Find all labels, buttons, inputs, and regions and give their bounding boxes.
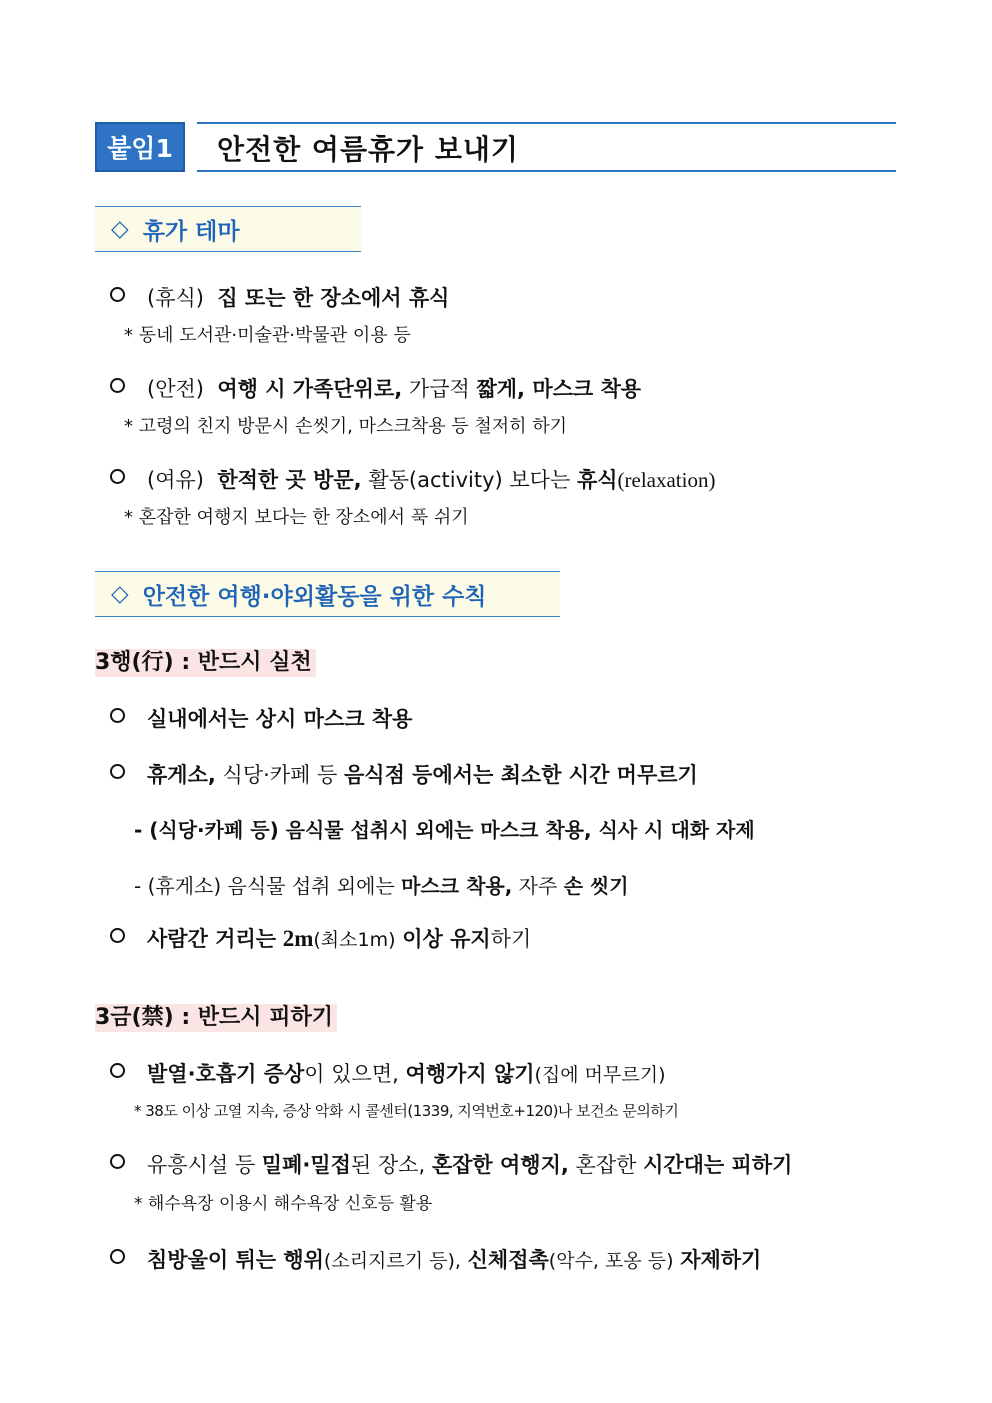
item-text: 여행 시 가족단위로, bbox=[217, 377, 403, 401]
item-tag: (안전) bbox=[147, 377, 204, 401]
circle-bullet-icon bbox=[110, 1063, 125, 1078]
item-text: 하기 bbox=[490, 927, 532, 951]
item-text: 혼잡한 bbox=[575, 1153, 637, 1177]
list-item bbox=[110, 1249, 761, 1271]
item-text: 유흥시설 등 bbox=[147, 1153, 256, 1177]
item-text: 한적한 곳 방문, bbox=[217, 468, 362, 492]
sub-item bbox=[134, 876, 629, 896]
list-item bbox=[110, 764, 698, 786]
section-heading-safety-rules bbox=[95, 571, 560, 617]
rule-header-must-do: 3행(行) : 반드시 실천 bbox=[95, 649, 316, 677]
item-text: 식당·카페 등 bbox=[222, 763, 338, 787]
sub-item: - (식당·카페 등) 음식물 섭취시 외에는 마스크 착용, 식사 시 대화 자제 bbox=[134, 818, 755, 842]
section-heading-vacation-theme bbox=[95, 206, 361, 252]
section-title: 안전한 여행·야외활동을 위한 수칙 bbox=[142, 583, 487, 610]
item-text: - (휴게소) 음식물 섭취 외에는 bbox=[134, 874, 395, 898]
item-note: * 해수욕장 이용시 해수욕장 신호등 활용 bbox=[134, 1194, 433, 1214]
item-text: 이 있으면, bbox=[304, 1062, 399, 1086]
item-text: (소리지르기 등), bbox=[323, 1250, 461, 1272]
item-text: 사람간 거리는 bbox=[147, 927, 277, 951]
item-note: * 고령의 친지 방문시 손씻기, 마스크착용 등 철저히 하기 bbox=[124, 416, 568, 437]
item-text: (집에 머무르기) bbox=[534, 1064, 666, 1086]
item-text: 실내에서는 상시 마스크 착용 bbox=[147, 707, 413, 731]
circle-bullet-icon bbox=[110, 708, 125, 723]
item-text: 혼잡한 여행지, bbox=[431, 1153, 569, 1177]
item-text: 활동(activity) 보다는 bbox=[368, 468, 571, 492]
page-title: 안전한 여름휴가 보내기 bbox=[217, 133, 519, 166]
list-item bbox=[110, 927, 531, 950]
section-title: 휴가 테마 bbox=[142, 218, 240, 245]
item-text: 밀폐·밀접 bbox=[261, 1153, 351, 1177]
item-text: 이상 유지 bbox=[402, 927, 491, 951]
item-text: 침방울이 튀는 행위 bbox=[147, 1248, 324, 1272]
item-note: * 혼잡한 여행지 보다는 한 장소에서 푹 쉬기 bbox=[124, 507, 469, 528]
item-text: 집 또는 한 장소에서 휴식 bbox=[217, 286, 450, 310]
list-item bbox=[110, 708, 412, 730]
item-text: 2m bbox=[282, 926, 314, 951]
circle-bullet-icon bbox=[110, 764, 125, 779]
item-text: 신체접촉 bbox=[467, 1248, 549, 1272]
item-note: * 38도 이상 고열 지속, 증상 악화 시 콜센터(1339, 지역번호+120)나 보건소 문의하기 bbox=[134, 1102, 679, 1120]
list-item bbox=[110, 287, 449, 309]
list-item bbox=[110, 378, 641, 400]
rule-header-must-avoid: 3금(禁) : 반드시 피하기 bbox=[95, 1004, 337, 1032]
item-note: * 동네 도서관·미술관·박물관 이용 등 bbox=[124, 325, 411, 346]
circle-bullet-icon bbox=[110, 378, 125, 393]
item-text: 여행가지 않기 bbox=[405, 1062, 535, 1086]
item-text: 마스크 착용, bbox=[401, 874, 513, 898]
item-text: 발열·호흡기 증상 bbox=[147, 1062, 305, 1086]
item-text: 음식점 등에서는 최소한 시간 머무르기 bbox=[344, 763, 698, 787]
item-text: (relaxation) bbox=[617, 468, 716, 492]
diamond-icon: ◇ bbox=[111, 581, 129, 607]
item-text: 자주 bbox=[518, 874, 558, 898]
item-text: 손 씻기 bbox=[563, 874, 629, 898]
circle-bullet-icon bbox=[110, 928, 125, 943]
item-text: 휴식 bbox=[576, 468, 618, 492]
item-text: (악수, 포옹 등) bbox=[548, 1250, 674, 1272]
item-tag: (휴식) bbox=[147, 286, 204, 310]
list-item bbox=[110, 469, 715, 491]
item-text: 휴게소, bbox=[147, 763, 216, 787]
circle-bullet-icon bbox=[110, 1249, 125, 1264]
list-item bbox=[110, 1154, 792, 1176]
item-text: 가급적 bbox=[408, 377, 470, 401]
diamond-icon: ◇ bbox=[111, 216, 129, 242]
item-text: 자제하기 bbox=[680, 1248, 762, 1272]
item-tag: (여유) bbox=[147, 468, 204, 492]
item-text: 시간대는 피하기 bbox=[643, 1153, 793, 1177]
circle-bullet-icon bbox=[110, 1154, 125, 1169]
item-text: (최소1m) bbox=[313, 929, 396, 951]
attachment-badge: 붙임1 bbox=[95, 122, 185, 172]
item-text: 짧게, 마스크 착용 bbox=[476, 377, 642, 401]
item-text: 된 장소, bbox=[350, 1153, 426, 1177]
circle-bullet-icon bbox=[110, 469, 125, 484]
list-item bbox=[110, 1063, 666, 1085]
circle-bullet-icon bbox=[110, 287, 125, 302]
